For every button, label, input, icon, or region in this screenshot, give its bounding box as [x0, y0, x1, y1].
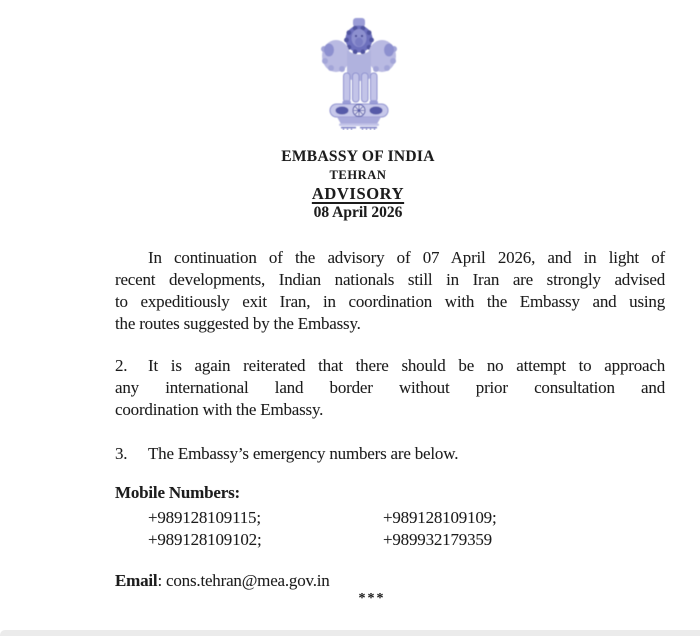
text-line: 2. It is again reiterated that there should be no attempt to approach — [115, 356, 665, 375]
text-line: recent developments, Indian nationals still in Iran are strongly advised — [115, 270, 665, 289]
mobile-numbers-colon: : — [234, 483, 240, 502]
phone-number: +989932179359 — [383, 530, 492, 549]
phone-numbers-list — [115, 507, 665, 551]
text-line: 3. The Embassy’s emergency numbers are below. — [115, 444, 459, 463]
scan-edge-strip — [0, 630, 700, 636]
paragraph-number: 2. — [115, 356, 128, 375]
city-subtitle: TEHRAN — [329, 168, 387, 182]
emblem-container — [315, 16, 403, 130]
email-line — [115, 570, 665, 592]
text-line: the routes suggested by the Embassy. — [115, 314, 361, 333]
text-line: to expeditiously exit Iran, in coordination with the Embassy and using — [115, 292, 665, 311]
mobile-numbers-label — [115, 482, 665, 504]
text-line: In continuation of the advisory of 07 April 2026, and in light of — [148, 248, 665, 267]
state-emblem-of-india-icon — [315, 16, 403, 130]
phone-number-row — [115, 507, 665, 529]
paragraph-1 — [115, 247, 665, 335]
paragraph-number: 3. — [115, 444, 128, 463]
email-colon: : — [157, 571, 167, 590]
doc-type-title — [8, 184, 700, 204]
phone-number: +989128109109; — [383, 508, 497, 527]
paragraph-2 — [115, 355, 665, 421]
mobile-numbers-label-text: Mobile Numbers — [115, 483, 235, 502]
doc-date: 08 April 2026 — [313, 204, 403, 221]
phone-number: +989128109115; — [148, 508, 261, 527]
text-line: any international land border without prior consultation and — [115, 378, 665, 397]
phone-number-row — [115, 529, 665, 551]
document-body — [115, 247, 665, 607]
letterhead — [8, 147, 700, 222]
text-line: coordination with the Embassy. — [115, 400, 324, 419]
org-title: EMBASSY OF INDIA — [281, 148, 435, 165]
end-of-document-mark: *** — [358, 591, 386, 606]
email-address: cons.tehran@mea.gov.in — [166, 571, 330, 590]
paragraph-3 — [115, 443, 665, 465]
doc-type-underlined-text: ADVISORY — [311, 184, 405, 203]
email-label: Email — [115, 571, 158, 590]
phone-number: +989128109102; — [148, 530, 262, 549]
